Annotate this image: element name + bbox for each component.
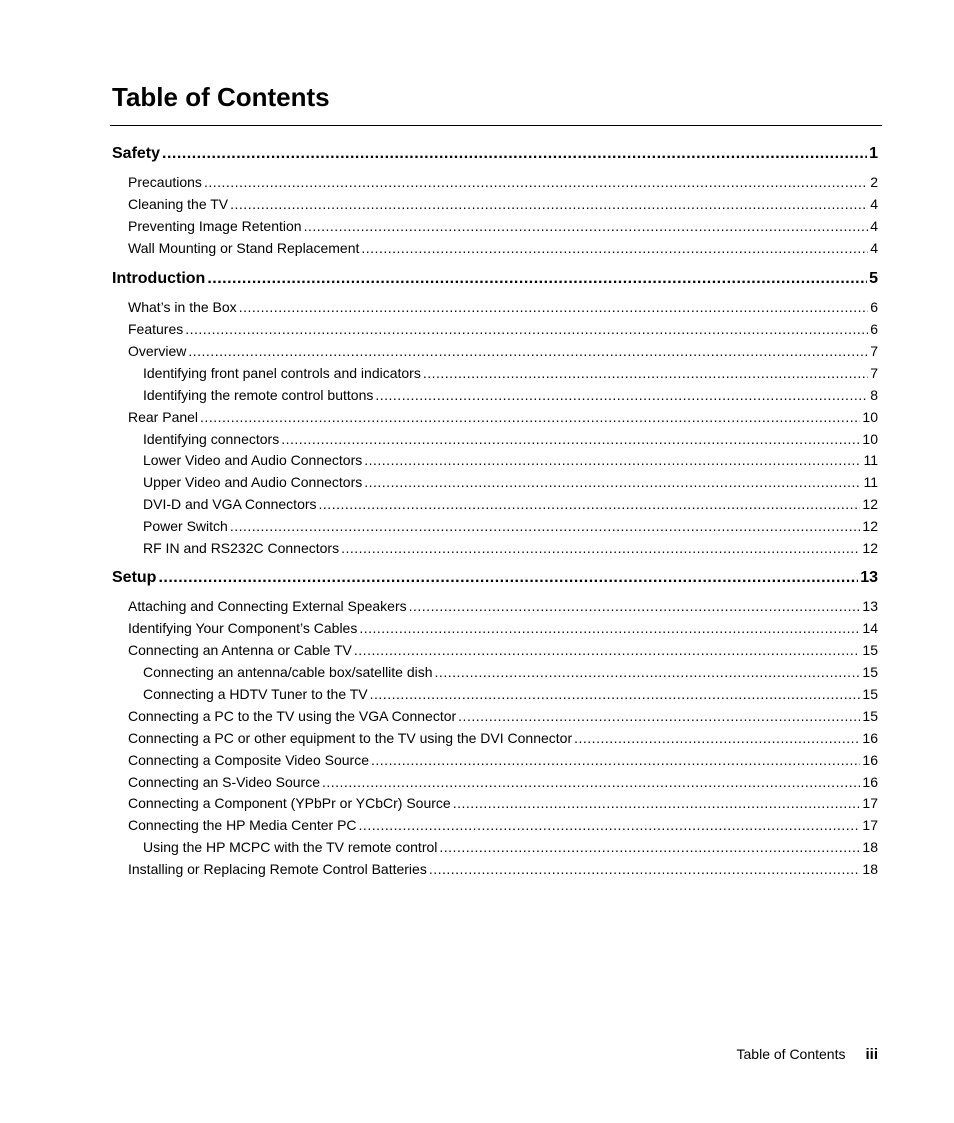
toc-entry[interactable] (128, 816, 878, 834)
toc-entry[interactable] (143, 451, 878, 469)
toc-entry-label: Preventing Image Retention (128, 218, 302, 234)
toc-entry[interactable] (128, 239, 878, 257)
toc-entry-page-number: 17 (862, 795, 878, 811)
toc-entry[interactable] (143, 364, 878, 382)
dot-leader (458, 707, 860, 725)
toc-entry-label: Safety (112, 145, 161, 162)
toc-entry-label: Connecting a PC or other equipment to the TV using the DVI Connector (128, 730, 573, 746)
dot-leader (281, 430, 860, 448)
toc-entry[interactable] (128, 707, 878, 725)
toc-entry-label: Identifying connectors (143, 431, 280, 447)
toc-entry-label: Identifying Your Component’s Cables (128, 620, 358, 636)
toc-entry-page-number: 15 (862, 686, 878, 702)
toc-entry-label: Upper Video and Audio Connectors (143, 474, 363, 490)
toc-entry-label: Introduction (112, 270, 206, 287)
toc-entry[interactable] (143, 495, 878, 513)
toc-entry-page-number: 11 (863, 474, 878, 490)
toc-entry-label: Setup (112, 569, 157, 586)
dot-leader (370, 685, 861, 703)
toc-entry-page-number: 6 (870, 321, 878, 337)
toc-entry-label: Connecting an antenna/cable box/satellite dish (143, 664, 433, 680)
dot-leader (364, 451, 861, 469)
dot-leader (188, 342, 868, 360)
dot-leader (304, 217, 869, 235)
toc-entry-label: Connecting an Antenna or Cable TV (128, 642, 352, 658)
toc-entry-page-number: 15 (862, 642, 878, 658)
dot-leader (204, 173, 868, 191)
toc-entry[interactable] (128, 408, 878, 426)
dot-leader (239, 298, 869, 316)
toc-entry-label: Connecting the HP Media Center PC (128, 817, 357, 833)
dot-leader (429, 860, 861, 878)
toc-entry[interactable] (143, 539, 878, 557)
toc-entry[interactable] (128, 729, 878, 747)
toc-entry-label: Overview (128, 343, 187, 359)
toc-entry[interactable] (128, 641, 878, 659)
toc-entry[interactable] (143, 473, 878, 491)
toc-entry-page-number: 7 (870, 343, 878, 359)
toc-entry[interactable] (128, 773, 878, 791)
toc-entry-page-number: 16 (862, 752, 878, 768)
footer-page-number: iii (865, 1046, 878, 1063)
toc-entry-page-number: 15 (862, 664, 878, 680)
toc-entry-page-number: 16 (862, 774, 878, 790)
dot-leader (439, 838, 860, 856)
toc-entry-label: Connecting a PC to the TV using the VGA Connector (128, 708, 457, 724)
toc-entry-label: Lower Video and Audio Connectors (143, 452, 363, 468)
dot-leader (375, 386, 868, 404)
dot-leader (319, 495, 861, 513)
toc-entry-page-number: 2 (870, 174, 878, 190)
toc-entry-label: Connecting an S-Video Source (128, 774, 320, 790)
dot-leader (230, 195, 868, 213)
toc-entry-page-number: 12 (862, 496, 878, 512)
toc-entry-page-number: 14 (862, 620, 878, 636)
toc-entry-label: What’s in the Box (128, 299, 237, 315)
toc-entry-label: DVI-D and VGA Connectors (143, 496, 317, 512)
toc-entry-label: Connecting a Composite Video Source (128, 752, 370, 768)
dot-leader (185, 320, 868, 338)
toc-entry[interactable] (143, 663, 878, 681)
dot-leader (453, 794, 861, 812)
toc-entry[interactable] (128, 217, 878, 235)
toc-entry-page-number: 10 (862, 431, 878, 447)
toc-entry-page-number: 10 (862, 409, 878, 425)
toc-entry-label: Identifying the remote control buttons (143, 387, 374, 403)
toc-entry-label: Wall Mounting or Stand Replacement (128, 240, 360, 256)
toc-entry-page-number: 4 (870, 196, 878, 212)
toc-entry-page-number: 7 (870, 365, 878, 381)
dot-leader (230, 517, 861, 535)
dot-leader (364, 473, 861, 491)
dot-leader (207, 270, 867, 288)
dot-leader (371, 751, 860, 769)
page-title: Table of Contents (112, 82, 330, 112)
dot-leader (574, 729, 860, 747)
toc-entry-label: Identifying front panel controls and indicators (143, 365, 421, 381)
dot-leader (354, 641, 861, 659)
toc-entry[interactable] (143, 386, 878, 404)
dot-leader (435, 663, 861, 681)
toc-entry-page-number: 17 (862, 817, 878, 833)
dot-leader (200, 408, 860, 426)
toc-entry[interactable] (143, 838, 878, 856)
toc-entry-page-number: 5 (869, 270, 878, 287)
toc-entry[interactable] (128, 860, 878, 878)
toc-entry-page-number: 13 (860, 569, 878, 586)
toc-entry[interactable] (143, 685, 878, 703)
toc-entry-label: Features (128, 321, 184, 337)
dot-leader (409, 597, 861, 615)
toc-entry-label: Rear Panel (128, 409, 199, 425)
toc-entry-page-number: 18 (862, 861, 878, 877)
toc-entry-label: Cleaning the TV (128, 196, 229, 212)
footer-label: Table of Contents (736, 1046, 846, 1062)
toc-section-entry[interactable] (112, 569, 878, 587)
toc-entry-page-number: 13 (862, 598, 878, 614)
toc-entry-page-number: 4 (870, 240, 878, 256)
page-footer (737, 1046, 878, 1063)
toc-entry-page-number: 15 (862, 708, 878, 724)
toc-entry-label: RF IN and RS232C Connectors (143, 540, 340, 556)
toc-entry-page-number: 18 (862, 839, 878, 855)
toc-entry[interactable] (128, 195, 878, 213)
toc-entry[interactable] (128, 794, 878, 812)
dot-leader (359, 816, 861, 834)
toc-entry-page-number: 4 (870, 218, 878, 234)
dot-leader (162, 145, 867, 163)
toc-entry-label: Installing or Replacing Remote Control Batteries (128, 861, 427, 877)
toc-entry[interactable] (128, 751, 878, 769)
toc-entry-label: Connecting a Component (YPbPr or YCbCr) Source (128, 795, 451, 811)
toc-entry[interactable] (128, 342, 878, 360)
dot-leader (361, 239, 868, 257)
toc-entry-page-number: 1 (869, 145, 878, 162)
toc-entry[interactable] (128, 597, 878, 615)
toc-entry-page-number: 12 (862, 540, 878, 556)
toc-entry-label: Connecting a HDTV Tuner to the TV (143, 686, 368, 702)
dot-leader (322, 773, 860, 791)
toc-entry[interactable] (143, 430, 878, 448)
toc-entry[interactable] (128, 173, 878, 191)
dot-leader (341, 539, 860, 557)
toc-entry-label: Precautions (128, 174, 202, 190)
toc-entry-label: Using the HP MCPC with the TV remote control (143, 839, 438, 855)
dot-leader (158, 569, 858, 587)
dot-leader (423, 364, 868, 382)
toc-entry[interactable] (128, 298, 878, 316)
toc-entry-page-number: 12 (862, 518, 878, 534)
toc-entry[interactable] (143, 517, 878, 535)
toc-section-entry[interactable] (112, 145, 878, 163)
toc-entry-page-number: 6 (870, 299, 878, 315)
toc-entry-page-number: 8 (870, 387, 878, 403)
toc-entry[interactable] (128, 619, 878, 637)
toc-entry-page-number: 16 (862, 730, 878, 746)
toc-entry[interactable] (128, 320, 878, 338)
toc-section-entry[interactable] (112, 270, 878, 288)
toc-entry-page-number: 11 (863, 452, 878, 468)
toc-entry-label: Power Switch (143, 518, 228, 534)
dot-leader (359, 619, 860, 637)
toc-entry-label: Attaching and Connecting External Speakers (128, 598, 407, 614)
